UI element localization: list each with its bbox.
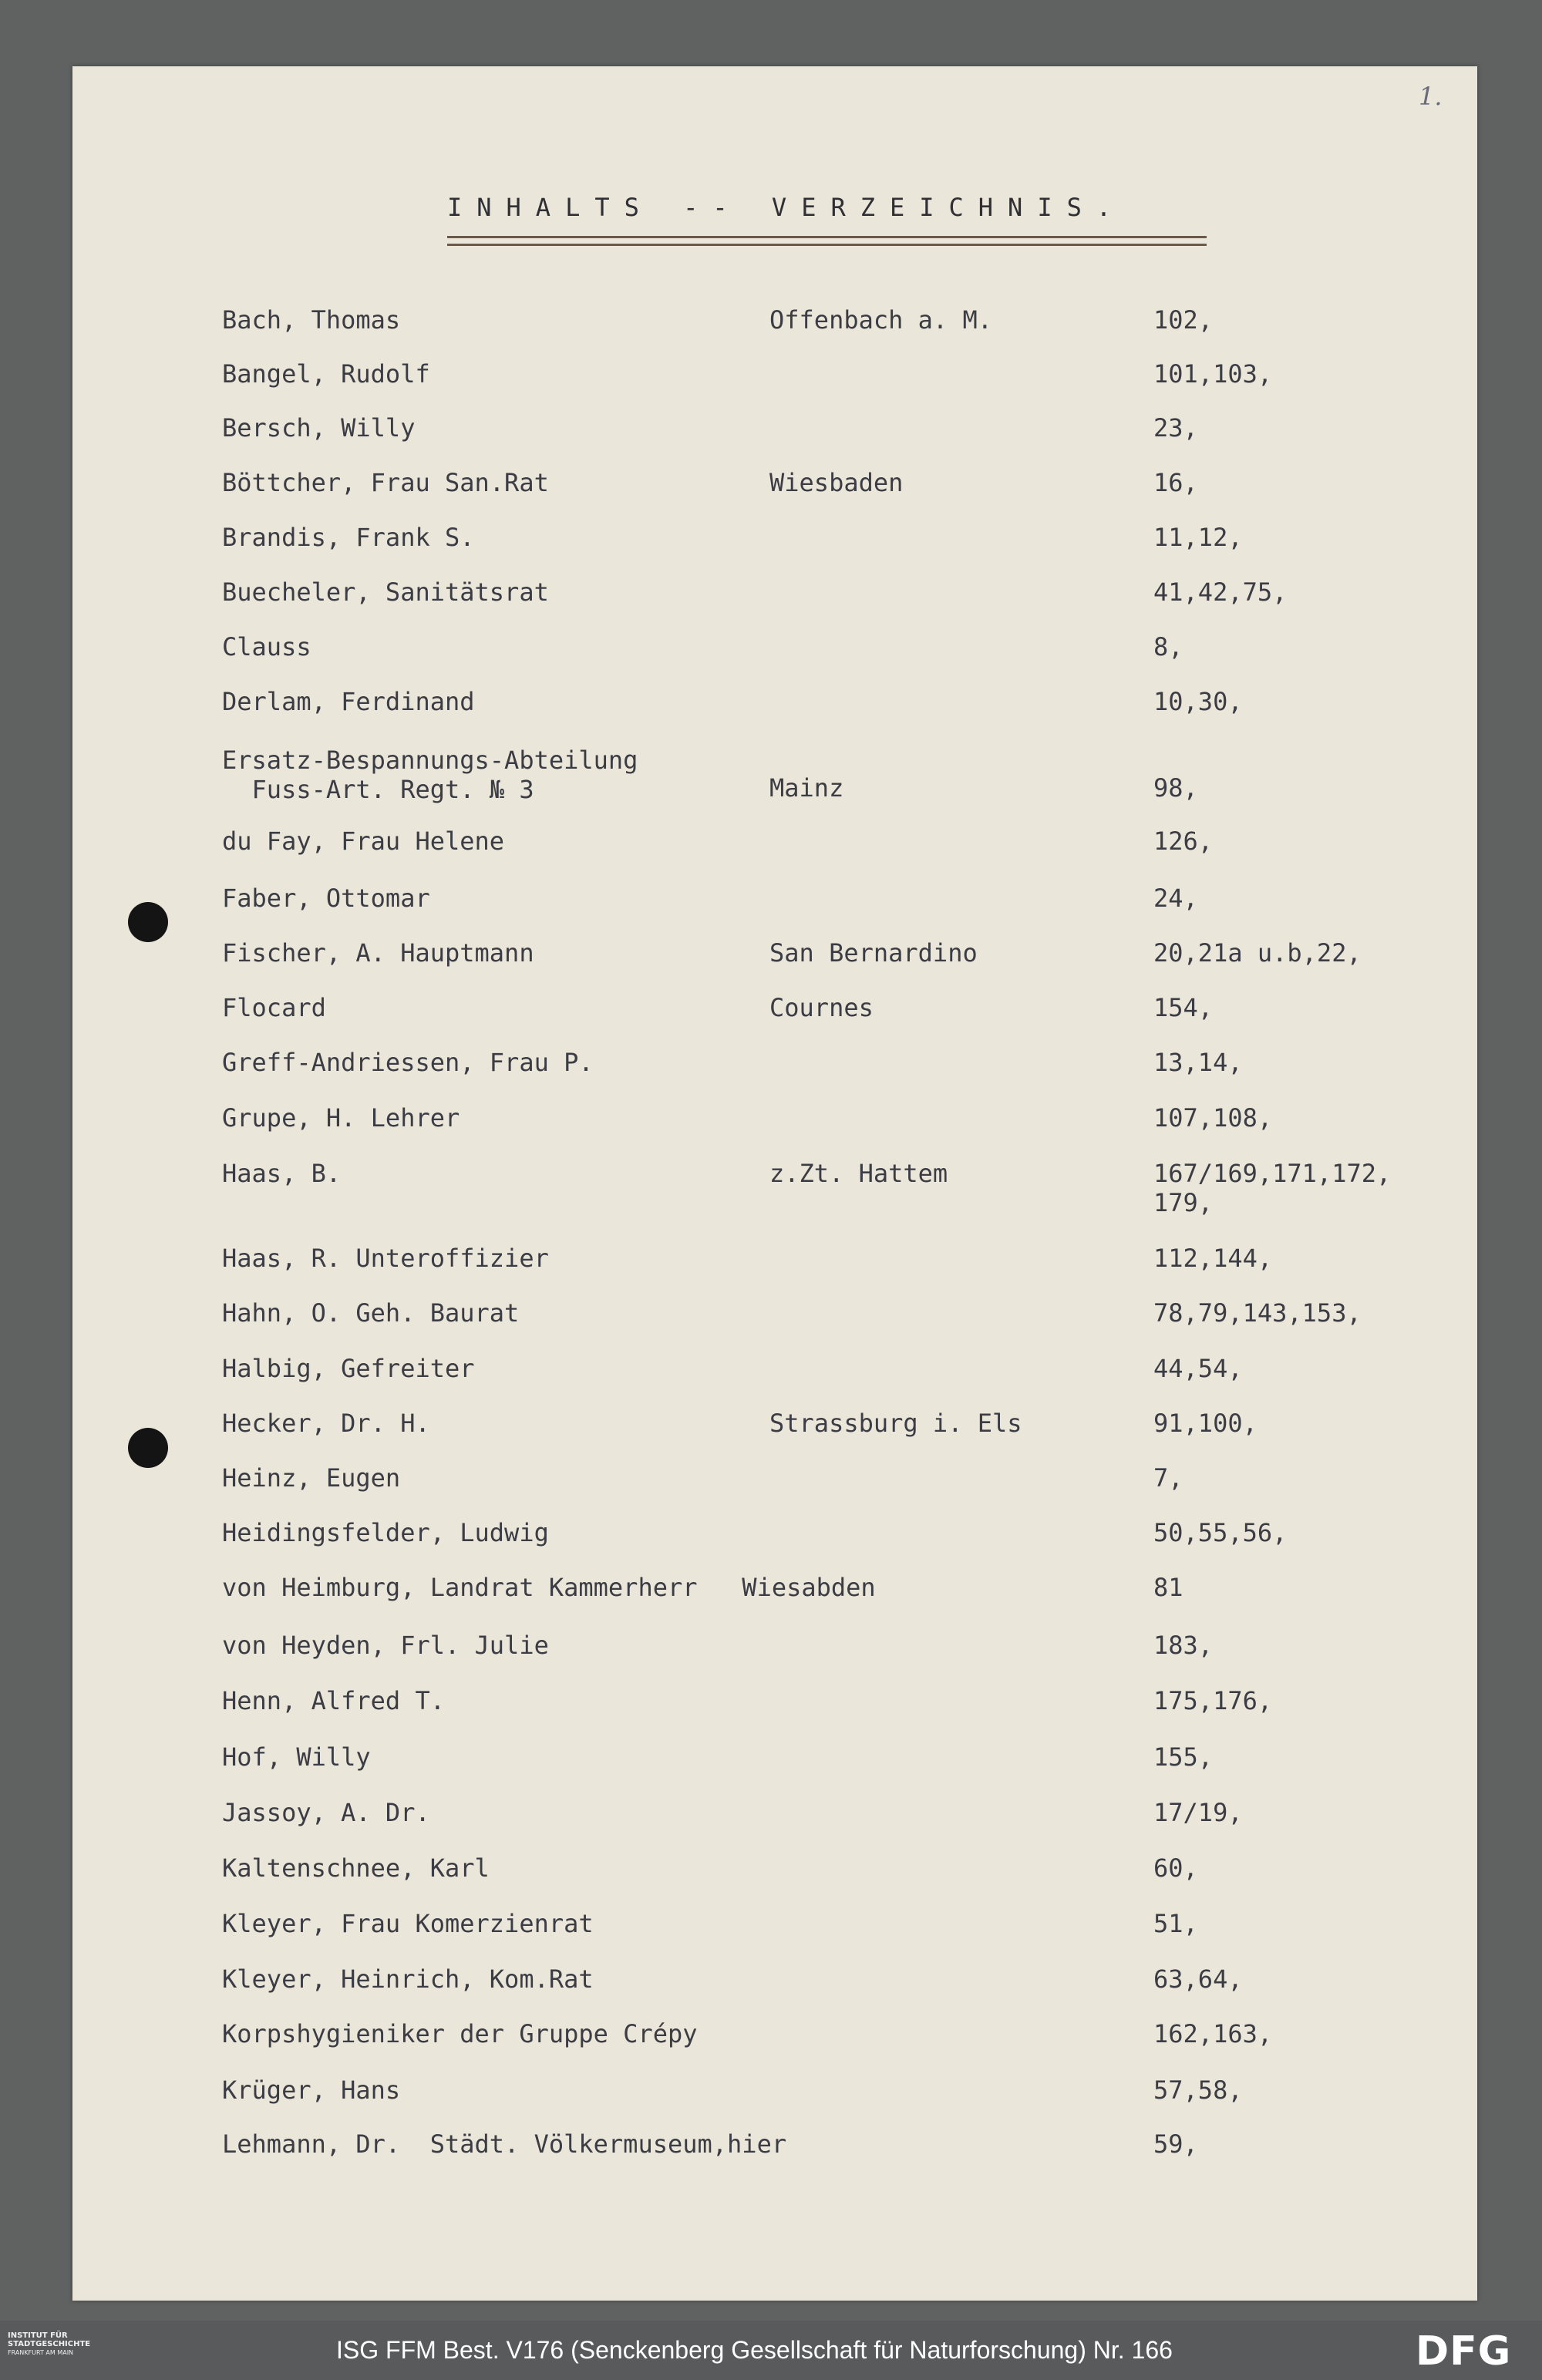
entry-name: Hahn, O. Geh. Baurat	[222, 1298, 520, 1328]
entry-pages: 44,54,	[1153, 1354, 1243, 1383]
institute-logo	[8, 2331, 131, 2357]
index-entry	[0, 1686, 1542, 1740]
entry-name: Kaltenschnee, Karl	[222, 1853, 490, 1883]
index-entry	[0, 1298, 1542, 1352]
index-entry	[0, 1798, 1542, 1852]
entry-pages: 59,	[1153, 2129, 1198, 2159]
archive-caption: ISG FFM Best. V176 (Senckenberg Gesellschaft für Naturforschung) Nr. 166	[336, 2336, 1173, 2364]
entry-pages: 162,163,	[1153, 2019, 1273, 2048]
entry-pages: 8,	[1153, 632, 1183, 661]
entry-pages: 60,	[1153, 1853, 1198, 1883]
index-entry	[0, 1354, 1542, 1408]
entry-pages: 16,	[1153, 468, 1198, 497]
entry-place: Wiesbaden	[769, 468, 904, 497]
entry-pages: 57,58,	[1153, 2075, 1243, 2105]
entry-name: Lehmann, Dr. Städt. Völkermuseum,hier	[222, 2129, 787, 2159]
index-entry	[0, 577, 1542, 631]
entry-name: Brandis, Frank S.	[222, 523, 475, 552]
entry-name: Bersch, Willy	[222, 413, 416, 443]
entry-name: Hecker, Dr. H.	[222, 1409, 430, 1438]
entry-name: Kleyer, Frau Komerzienrat	[222, 1909, 594, 1938]
index-entry	[0, 1518, 1542, 1572]
entry-name: Ersatz-Bespannungs-Abteilung Fuss-Art. Regt. № 3	[222, 746, 638, 804]
entry-pages: 126,	[1153, 826, 1214, 856]
entry-pages: 101,103,	[1153, 359, 1273, 389]
index-entry	[0, 2129, 1542, 2183]
entry-pages: 81	[1153, 1573, 1183, 1602]
entry-name: Haas, B.	[222, 1159, 342, 1188]
entry-pages: 107,108,	[1153, 1103, 1273, 1133]
logo-subtext: FRANKFURT AM MAIN	[8, 2349, 74, 2356]
entry-pages: 78,79,143,153,	[1153, 1298, 1362, 1328]
index-entry	[0, 938, 1542, 992]
entry-name: Grupe, H. Lehrer	[222, 1103, 460, 1133]
index-entry	[0, 1909, 1542, 1963]
index-entry	[0, 468, 1542, 522]
index-entry	[0, 1631, 1542, 1685]
entry-pages: 41,42,75,	[1153, 577, 1288, 607]
punch-hole	[128, 1428, 168, 1468]
entry-name: Clauss	[222, 632, 311, 661]
page-number-mark: 1.	[1419, 82, 1443, 111]
entry-pages: 175,176,	[1153, 1686, 1273, 1715]
entry-name: Greff-Andriessen, Frau P.	[222, 1048, 594, 1077]
entry-place: z.Zt. Hattem	[769, 1159, 948, 1188]
index-entry	[0, 1463, 1542, 1517]
index-entry	[0, 1964, 1542, 2018]
entry-name: Fischer, A. Hauptmann	[222, 938, 534, 968]
entry-name: Kleyer, Heinrich, Kom.Rat	[222, 1964, 594, 1994]
index-entry	[0, 2075, 1542, 2129]
entry-place: Offenbach a. M.	[769, 305, 992, 335]
entry-name: von Heyden, Frl. Julie	[222, 1631, 549, 1660]
index-entry	[0, 1573, 1542, 1627]
entry-pages: 183,	[1153, 1631, 1214, 1660]
entry-place: Strassburg i. Els	[769, 1409, 1022, 1438]
entry-name: Derlam, Ferdinand	[222, 687, 475, 716]
entry-pages: 20,21a u.b,22,	[1153, 938, 1362, 968]
index-entry	[0, 305, 1542, 359]
entry-place: Mainz	[769, 773, 844, 803]
entry-pages: 112,144,	[1153, 1244, 1273, 1273]
entry-place: Cournes	[769, 993, 874, 1022]
entry-name: von Heimburg, Landrat Kammerherr Wiesabden	[222, 1573, 876, 1602]
entry-name: Bangel, Rudolf	[222, 359, 430, 389]
entry-pages: 24,	[1153, 884, 1198, 913]
index-entry	[0, 1244, 1542, 1298]
entry-pages: 13,14,	[1153, 1048, 1243, 1077]
entry-name: Buecheler, Sanitätsrat	[222, 577, 549, 607]
entry-pages: 17/19,	[1153, 1798, 1243, 1827]
entry-name: Heinz, Eugen	[222, 1463, 401, 1493]
archive-footer	[0, 2321, 1542, 2380]
entry-name: Korpshygieniker der Gruppe Crépy	[222, 2019, 698, 2048]
entry-name: Hof, Willy	[222, 1742, 371, 1772]
index-entry	[0, 884, 1542, 938]
index-entry	[0, 826, 1542, 880]
logo-text: STADTGESCHICHTE	[8, 2340, 91, 2348]
index-entry	[0, 1742, 1542, 1796]
entry-pages: 50,55,56,	[1153, 1518, 1288, 1547]
entry-name: Halbig, Gefreiter	[222, 1354, 475, 1383]
entry-pages: 23,	[1153, 413, 1198, 443]
entry-name: Haas, R. Unteroffizier	[222, 1244, 549, 1273]
punch-hole	[128, 902, 168, 942]
dfg-logo: DFG	[1416, 2328, 1512, 2375]
index-entry	[0, 1048, 1542, 1102]
entry-pages: 51,	[1153, 1909, 1198, 1938]
entry-name: Flocard	[222, 993, 326, 1022]
entry-pages: 91,100,	[1153, 1409, 1258, 1438]
index-entry	[0, 746, 1542, 804]
entry-name: Bach, Thomas	[222, 305, 401, 335]
entry-name: Böttcher, Frau San.Rat	[222, 468, 549, 497]
index-entry	[0, 993, 1542, 1047]
entry-name: Krüger, Hans	[222, 2075, 401, 2105]
entry-name: Jassoy, A. Dr.	[222, 1798, 430, 1827]
entry-name: Faber, Ottomar	[222, 884, 430, 913]
index-entry	[0, 632, 1542, 686]
entry-pages: 167/169,171,172, 179,	[1153, 1159, 1392, 1217]
index-entry	[0, 523, 1542, 577]
index-entry	[0, 1103, 1542, 1157]
index-entry	[0, 413, 1542, 467]
index-entry	[0, 359, 1542, 413]
entry-place: San Bernardino	[769, 938, 978, 968]
entry-pages: 11,12,	[1153, 523, 1243, 552]
entry-pages: 155,	[1153, 1742, 1214, 1772]
index-entry	[0, 1159, 1542, 1217]
entry-pages: 63,64,	[1153, 1964, 1243, 1994]
entry-pages: 154,	[1153, 993, 1214, 1022]
page-title: INHALTS -- VERZEICHNIS.	[447, 193, 1126, 222]
entry-name: Henn, Alfred T.	[222, 1686, 445, 1715]
index-entry	[0, 2019, 1542, 2073]
entry-name: du Fay, Frau Helene	[222, 826, 505, 856]
entry-pages: 7,	[1153, 1463, 1183, 1493]
entry-pages: 102,	[1153, 305, 1214, 335]
index-entry	[0, 1853, 1542, 1907]
entry-pages: 10,30,	[1153, 687, 1243, 716]
index-entry	[0, 687, 1542, 741]
entry-name: Heidingsfelder, Ludwig	[222, 1518, 549, 1547]
entry-pages: 98,	[1153, 773, 1198, 803]
index-entry	[0, 1409, 1542, 1463]
logo-text: INSTITUT FÜR	[8, 2331, 68, 2340]
